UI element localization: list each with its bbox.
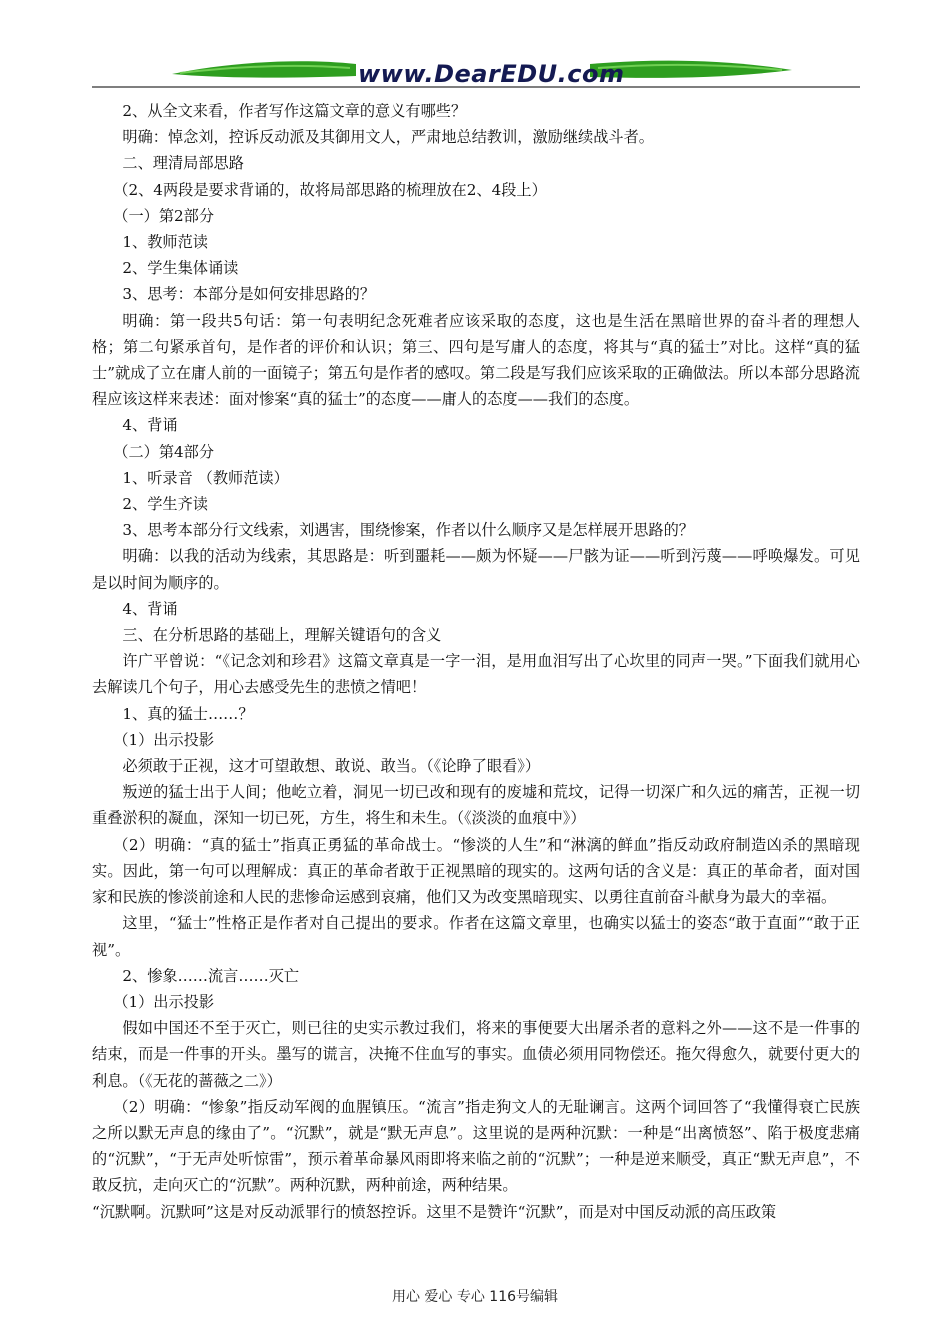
- step-item: 4、背诵: [122, 599, 178, 618]
- quote-paragraph: 叛逆的猛士出于人间；他屹立着，洞见一切已改和现有的废墟和荒坟，记得一切深广和久远的痛苦，正视一切重叠淤积的凝血，深知一切已死，方生，将生和未生。（《淡淡的血痕中》）: [92, 783, 860, 828]
- step-item: 1、真的猛士……？: [122, 704, 254, 723]
- step-item: 1、听录音 （教师范读）: [122, 468, 289, 487]
- body-paragraph: 这里，“猛士”性格正是作者对自己提出的要求。作者在这篇文章里，也确实以猛士的姿态“敢于直面”“敢于正视”。: [92, 914, 860, 959]
- page-footer: 用心 爱心 专心 116号编辑: [391, 1289, 559, 1305]
- answer-paragraph: （2）明确：“真的猛士”指真正勇猛的革命战士。“惨淡的人生”和“淋漓的鲜血”指反动政府制造凶杀的黑暗现实。因此，第一句可以理解成：真正的革命者敢于正视黑暗的现实的。这两句话的含义是：真正的革命者，面对国家和民族的惨淡前途和人民的悲惨命运感到哀痛，他们又为改变黑暗现实、以勇往直前奋斗献身为最大的幸福。: [92, 835, 860, 907]
- step-item: 2、惨象……流言……灭亡: [122, 966, 300, 985]
- step-item: 1、教师范读: [122, 233, 208, 252]
- section-heading-3: 三、在分析思路的基础上，理解关键语句的含义: [122, 626, 442, 645]
- quote-paragraph: 许广平曾说：“《记念刘和珍君》这篇文章真是一字一泪，是用血泪写出了心坎里的同声一哭。”下面我们就用心去解读几个句子，用心去感受先生的悲愤之情吧！: [92, 652, 860, 697]
- step-item: 2、学生集体诵读: [122, 259, 239, 278]
- section-heading-2: 二、理清局部思路: [122, 154, 244, 173]
- step-item: 4、背诵: [122, 416, 178, 435]
- quote-paragraph: 假如中国还不至于灭亡，则已往的史实示教过我们，将来的事便要大出屠杀者的意料之外——这不是一件事的结束，而是一件事的开头。墨写的谎言，决掩不住血写的事实。血债必须用同物偿还。拖欠得愈久，就要付更大的利息。（《无花的蔷薇之二》）: [92, 1019, 860, 1090]
- page-header: [0, 0, 950, 95]
- document-body: [92, 98, 860, 1225]
- question-2: 2、从全文来看，作者写作这篇文章的意义有哪些？: [122, 102, 467, 120]
- quote-paragraph: 必须敢于正视，这才可望敢想、敢说、敢当。（《论睁了眼看》）: [122, 757, 541, 776]
- answer-paragraph: 明确：第一段共5句话：第一句表明纪念死难者应该采取的态度，这也是生活在黑暗世界的奋斗者的理想人格；第二句紧承首句，是作者的评价和认识；第三、四句是写庸人的态度，将其与“真的猛士”对比。这样“真的猛士”就成了立在庸人前的一面镜子；第五句是作者的感叹。第二段是写我们应该采取的正确做法。所以本部分思路流程应该这样来表述：面对惨案“真的猛士”的态度——庸人的态度——我们的态度。: [92, 311, 860, 409]
- subsection-heading-1: （一）第2部分: [113, 206, 215, 225]
- step-item: 3、思考本部分行文线索，刘遇害，围绕惨案，作者以什么顺序又是怎样展开思路的？: [122, 521, 694, 540]
- answer-paragraph: 明确：悼念刘，控诉反动派及其御用文人，严肃地总结教训，激励继续战斗者。: [122, 128, 654, 147]
- projection-label: （1）出示投影: [113, 730, 215, 749]
- step-item: 3、思考：本部分是如何安排思路的？: [122, 285, 376, 304]
- answer-paragraph: 明确：以我的活动为线索，其思路是：听到噩耗——颇为怀疑——尸骸为证——听到污蔑——呼唤爆发。可见是以时间为顺序的。: [92, 547, 860, 592]
- body-paragraph: “沉默啊。沉默呵”这是对反动派罪行的愤怒控诉。这里不是赞许“沉默”，而是对中国反动派的高压政策: [92, 1202, 777, 1221]
- answer-paragraph: （2）明确：“惨象”指反动军阀的血腥镇压。“流言”指走狗文人的无耻谰言。这两个词回答了“我懂得衰亡民族之所以默无声息的缘由了”。“沉默”，就是“默无声息”。这里说的是两种沉默：一种是“出离愤怒”、陷于极度悲痛的“沉默”，“于无声处听惊雷”，预示着革命暴风雨即将来临之前的“沉默”；一种是逆来顺受，真正“默无声息”，不敢反抗，走向灭亡的“沉默”。两种沉默，两种前途，两种结果。: [92, 1097, 860, 1195]
- left-green-swoosh: [172, 61, 356, 77]
- step-item: 2、学生齐读: [122, 495, 208, 514]
- subsection-heading-2: （二）第4部分: [113, 442, 215, 461]
- projection-label: （1）出示投影: [113, 992, 215, 1011]
- section-note: （2、4两段是要求背诵的，故将局部思路的梳理放在2、4段上）: [113, 180, 547, 199]
- site-url: www.DearEDU.com: [358, 60, 625, 88]
